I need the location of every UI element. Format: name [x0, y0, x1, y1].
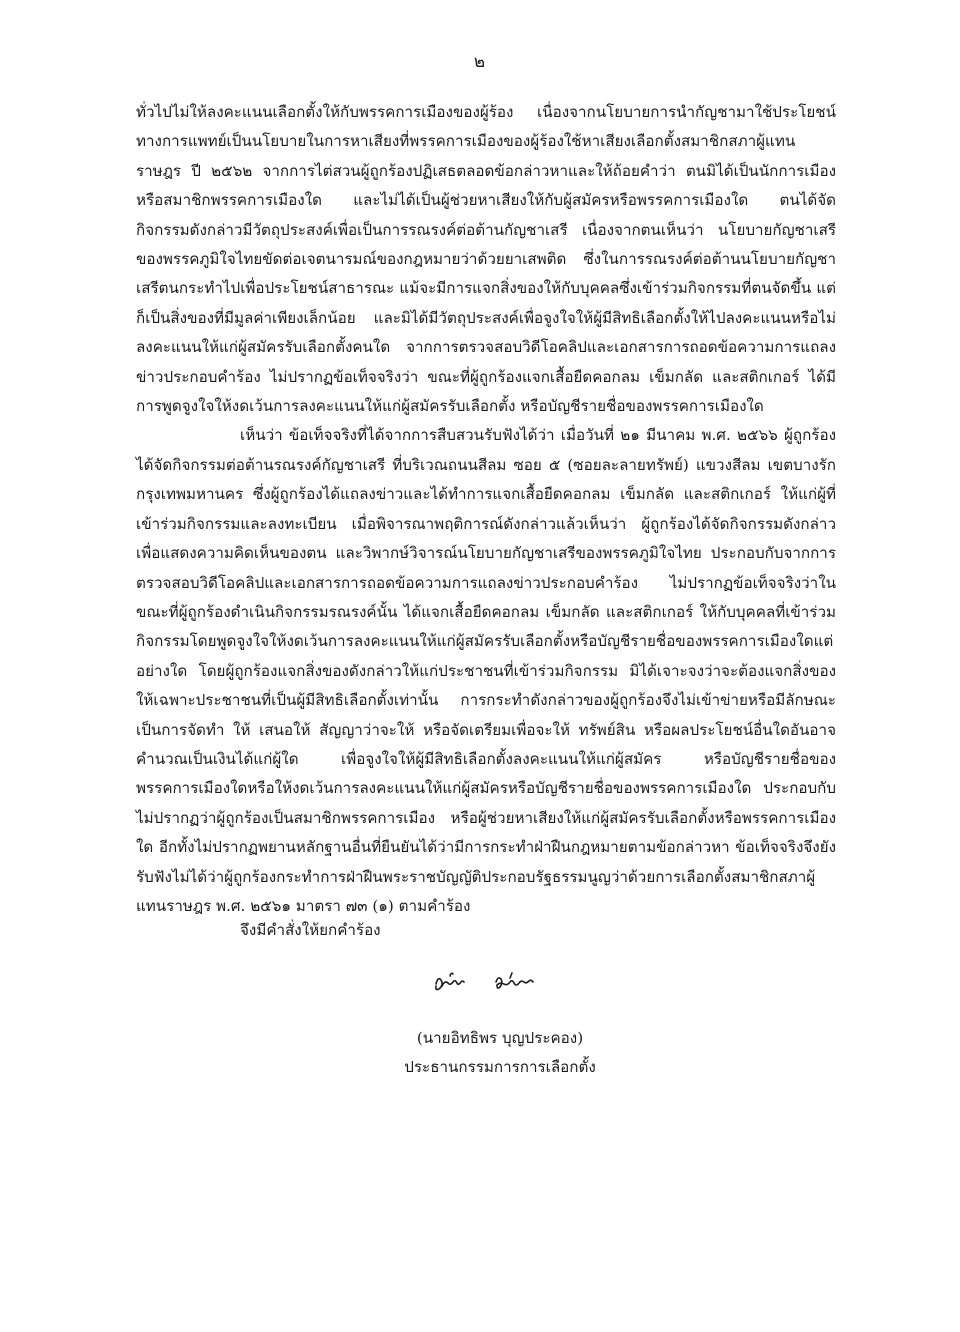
document-body — [136, 98, 836, 921]
signature-block — [380, 1024, 620, 1082]
paragraph-continuation: ทั่วไปไม่ให้ลงคะแนนเลือกตั้งให้กับพรรคการเมืองของผู้ร้อง เนื่องจากนโยบายการนำกัญชามาใช้ประโยชน์ทางการแพทย์เป็นนโยบายในการหาเสียงที่พรรคการเมืองของผู้ร้องใช้หาเสียงเลือกตั้งสมาชิกสภาผู้แทนราษฎร ปี ๒๕๖๒ จากการไต่สวนผู้ถูกร้องปฏิเสธตลอดข้อกล่าวหาและให้ถ้อยคำว่า ตนมิได้เป็นนักการเมืองหรือสมาชิกพรรคการเมืองใด และไม่ได้เป็นผู้ช่วยหาเสียงให้กับผู้สมัครหรือพรรคการเมืองใด ตนได้จัดกิจกรรมดังกล่าวมีวัตถุประสงค์เพื่อเป็นการรณรงค์ต่อต้านกัญชาเสรี เนื่องจากตนเห็นว่า นโยบายกัญชาเสรีของพรรคภูมิใจไทยขัดต่อเจตนารมณ์ของกฎหมายว่าด้วยยาเสพติด ซึ่งในการรณรงค์ต่อต้านนโยบายกัญชาเสรีตนกระทำไปเพื่อประโยชน์สาธารณะ แม้จะมีการแจกสิ่งของให้กับบุคคลซึ่งเข้าร่วมกิจกรรมที่ตนจัดขึ้น แต่ก็เป็นสิ่งของที่มีมูลค่าเพียงเล็กน้อย และมิได้มีวัตถุประสงค์เพื่อจูงใจให้ผู้มีสิทธิเลือกตั้งให้ไปลงคะแนนหรือไม่ลงคะแนนให้แก่ผู้สมัครรับเลือกตั้งคนใด จากการตรวจสอบวิดีโอคลิปและเอกสารการถอดข้อความการแถลงข่าวประกอบคำร้อง ไม่ปรากฏข้อเท็จจริงว่า ขณะที่ผู้ถูกร้องแจกเสื้อยืดคอกลม เข็มกลัด และสติกเกอร์ ได้มีการพูดจูงใจให้งดเว้นการลงคะแนนให้แก่ผู้สมัครรับเลือกตั้ง หรือบัญชีรายชื่อของพรรคการเมืองใด — [136, 103, 836, 416]
signer-name: (นายอิทธิพร บุญประคอง) — [416, 1029, 584, 1047]
paragraph-finding: เห็นว่า ข้อเท็จจริงที่ได้จากการสืบสวนรับฟังได้ว่า เมื่อวันที่ ๒๑ มีนาคม พ.ศ. ๒๕๖๖ ผู้ถูกร้องได้จัดกิจกรรมต่อต้านรณรงค์กัญชาเสรี ที่บริเวณถนนสีลม ซอย ๕ (ซอยละลายทรัพย์) แขวงสีลม เขตบางรักกรุงเทพมหานคร ซึ่งผู้ถูกร้องได้แถลงข่าวและได้ทำการแจกเสื้อยืดคอกลม เข็มกลัด และสติกเกอร์ ให้แก่ผู้ที่เข้าร่วมกิจกรรมและลงทะเบียน เมื่อพิจารณาพฤติการณ์ดังกล่าวแล้วเห็นว่า ผู้ถูกร้องได้จัดกิจกรรมดังกล่าวเพื่อแสดงความคิดเห็นของตน และวิพากษ์วิจารณ์นโยบายกัญชาเสรีของพรรคภูมิใจไทย ประกอบกับจากการตรวจสอบวิดีโอคลิปและเอกสารการถอดข้อความการแถลงข่าวประกอบคำร้อง ไม่ปรากฏข้อเท็จจริงว่าในขณะที่ผู้ถูกร้องดำเนินกิจกรรมรณรงค์นั้น ได้แจกเสื้อยืดคอกลม เข็มกลัด และสติกเกอร์ ให้กับบุคคลที่เข้าร่วมกิจกรรมโดยพูดจูงใจให้งดเว้นการลงคะแนนให้แก่ผู้สมัครรับเลือกตั้งหรือบัญชีรายชื่อของพรรคการเมืองใดแต่อย่างใด โดยผู้ถูกร้องแจกสิ่งของดังกล่าวให้แก่ประชาชนที่เข้าร่วมกิจกรรม มิได้เจาะจงว่าจะต้องแจกสิ่งของให้เฉพาะประชาชนที่เป็นผู้มีสิทธิเลือกตั้งเท่านั้น การกระทำดังกล่าวของผู้ถูกร้องจึงไม่เข้าข่ายหรือมีลักษณะเป็นการจัดทำ ให้ เสนอให้ สัญญาว่าจะให้ หรือจัดเตรียมเพื่อจะให้ ทรัพย์สิน หรือผลประโยชน์อื่นใดอันอาจคำนวณเป็นเงินได้แก่ผู้ใด เพื่อจูงใจให้ผู้มีสิทธิเลือกตั้งลงคะแนนให้แก่ผู้สมัคร หรือบัญชีรายชื่อของพรรคการเมืองใดหรือให้งดเว้นการลงคะแนนให้แก่ผู้สมัครหรือบัญชีรายชื่อของพรรคการเมืองใด ประกอบกับไม่ปรากฏว่าผู้ถูกร้องเป็นสมาชิกพรรคการเมือง หรือผู้ช่วยหาเสียงให้แก่ผู้สมัครรับเลือกตั้งหรือพรรคการเมืองใด อีกทั้งไม่ปรากฏพยานหลักฐานอื่นที่ยืนยันได้ว่ามีการกระทำฝ่าฝืนกฎหมายตามข้อกล่าวหา ข้อเท็จจริงจึงยังรับฟังไม่ได้ว่าผู้ถูกร้องกระทำการฝ่าฝืนพระราชบัญญัติประกอบรัฐธรรมนูญว่าด้วยการเลือกตั้งสมาชิกสภาผู้แทนราษฎร พ.ศ. ๒๕๖๑ มาตรา ๗๓ (๑) ตามคำร้อง — [136, 426, 836, 915]
signer-position: ประธานกรรมการการเลือกตั้ง — [404, 1058, 596, 1076]
handwritten-signature — [430, 962, 580, 1002]
closing-order: จึงมีคำสั่งให้ยกคำร้อง — [240, 921, 381, 939]
page-number: ๒ — [473, 52, 487, 72]
